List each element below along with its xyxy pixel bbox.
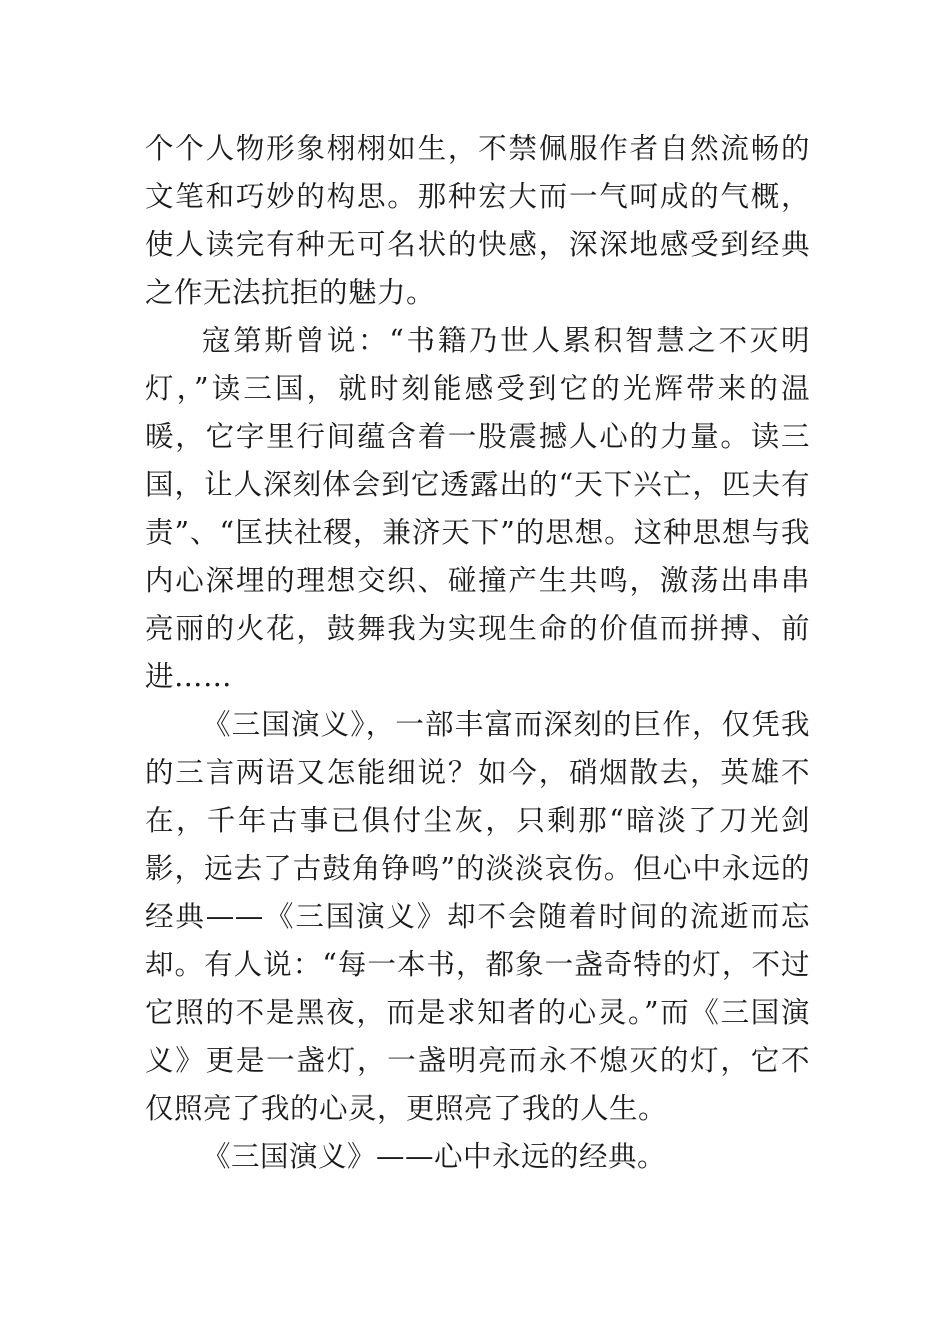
paragraph-reflection: 《三国演义》，一部丰富而深刻的巨作，仅凭我的三言两语又怎能细说？如今，硝烟散去，英雄不在，千年古事已俱付尘灰，只剩那“暗淡了刀光剑影，远去了古鼓角铮鸣”的淡淡哀伤。但心中永远的经典——《三国演义》却不会随着时间的流逝而忘却。有人说：“每一本书，都象一盏奇特的灯，不过它照的不是黑夜，而是求知者的心灵。”而《三国演义》更是一盏灯，一盏明亮而永不熄灭的灯，它不仅照亮了我的心灵，更照亮了我的人生。	[145, 708, 810, 1125]
paragraph-conclusion: 《三国演义》——心中永远的经典。	[202, 1140, 667, 1173]
paragraph-quote: 寇第斯曾说：“书籍乃世人累积智慧之不灭明灯，”读三国，就时刻能感受到它的光辉带来的温暖，它字里行间蕴含着一股震撼人心的力量。读三国，让人深刻体会到它透露出的“天下兴亡，匹夫有责”、“匡扶社稷，兼济天下”的思想。这种思想与我内心深埋的理想交织、碰撞产生共鸣，激荡出串串亮丽的火花，鼓舞我为实现生命的价值而拼搏、前进……	[145, 324, 810, 693]
document-body	[145, 125, 810, 1181]
paragraph-continuation: 个个人物形象栩栩如生，不禁佩服作者自然流畅的文笔和巧妙的构思。那种宏大而一气呵成的气概，使人读完有种无可名状的快感，深深地感受到经典之作无法抗拒的魅力。	[145, 132, 810, 309]
